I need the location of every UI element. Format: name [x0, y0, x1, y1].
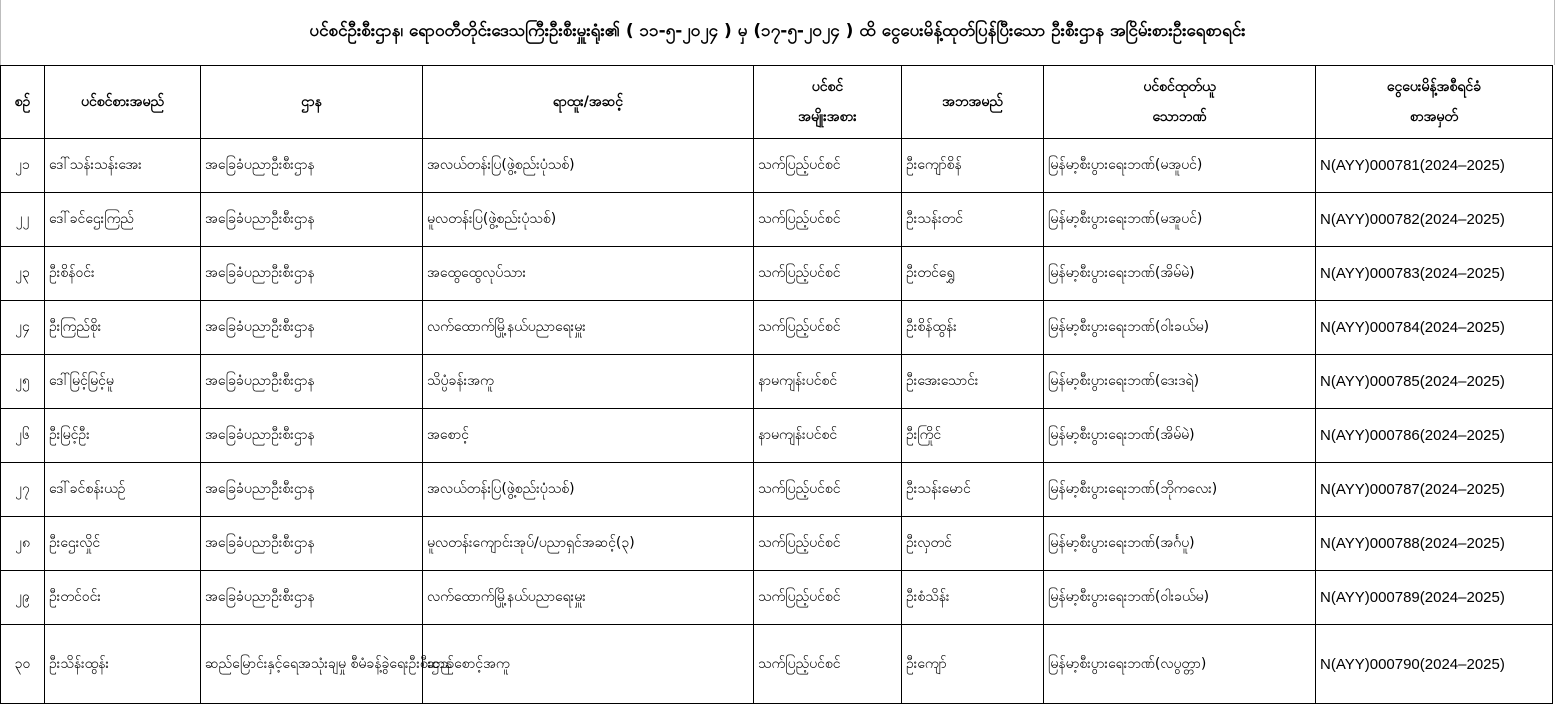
cell-rank: အလယ်တန်းပြ(ဖွဲ့စည်းပုံသစ်): [423, 463, 754, 517]
cell-rank: မူလတန်းပြ(ဖွဲ့စည်းပုံသစ်): [423, 193, 754, 247]
cell-name: ဦးသိန်းထွန်း: [45, 625, 201, 704]
cell-name: ဦးကြည်စိုး: [45, 301, 201, 355]
cell-rank: ဆည်စောင့်အကူ: [423, 625, 754, 704]
cell-dept: အခြေခံပညာဦးစီးဌာန: [201, 517, 423, 571]
table-row: [1, 571, 1553, 625]
cell-rank: အလယ်တန်းပြ(ဖွဲ့စည်းပုံသစ်): [423, 139, 754, 193]
cell-cert: N(AYY)000786(2024–2025): [1316, 409, 1553, 463]
cell-type: သက်ပြည့်ပင်စင်: [754, 571, 902, 625]
cell-dept: အခြေခံပညာဦးစီးဌာန: [201, 571, 423, 625]
cell-cert: N(AYY)000784(2024–2025): [1316, 301, 1553, 355]
table-row: [1, 625, 1553, 704]
cell-type: သက်ပြည့်ပင်စင်: [754, 193, 902, 247]
table-row: [1, 247, 1553, 301]
cell-no: ၃၀: [1, 625, 45, 704]
cell-father: ဦးကျော်: [902, 625, 1044, 704]
table-row: [1, 463, 1553, 517]
header-dept: ဌာန: [201, 66, 423, 139]
cell-father: ဦးလှတင်: [902, 517, 1044, 571]
cell-bank: မြန်မာ့စီးပွားရေးဘဏ်(လပွတ္တာ): [1044, 625, 1316, 704]
cell-type: နာမကျန်းပင်စင်: [754, 409, 902, 463]
cell-type: သက်ပြည့်ပင်စင်: [754, 139, 902, 193]
cell-bank: မြန်မာ့စီးပွားရေးဘဏ်(အိမ်မဲ): [1044, 247, 1316, 301]
cell-dept: အခြေခံပညာဦးစီးဌာန: [201, 193, 423, 247]
header-bank-line2: သောဘဏ်: [1152, 109, 1207, 125]
cell-father: ဦးသန်းတင်: [902, 193, 1044, 247]
cell-rank: မူလတန်းကျောင်းအုပ်/ပညာရှင်အဆင့်(၃): [423, 517, 754, 571]
cell-no: ၂၈: [1, 517, 45, 571]
cell-type: သက်ပြည့်ပင်စင်: [754, 625, 902, 704]
cell-bank: မြန်မာ့စီးပွားရေးဘဏ်(အိမ်မဲ): [1044, 409, 1316, 463]
cell-no: ၂၇: [1, 463, 45, 517]
table-row: [1, 517, 1553, 571]
cell-father: ဦးအေးသောင်း: [902, 355, 1044, 409]
cell-bank: မြန်မာ့စီးပွားရေးဘဏ်(ဘိုကလေး): [1044, 463, 1316, 517]
cell-type: သက်ပြည့်ပင်စင်: [754, 301, 902, 355]
header-father: အဘအမည်: [902, 66, 1044, 139]
cell-type: နာမကျန်းပင်စင်: [754, 355, 902, 409]
cell-father: ဦးစံသိန်း: [902, 571, 1044, 625]
cell-name: ဦးစိန်ဝင်း: [45, 247, 201, 301]
cell-cert: N(AYY)000783(2024–2025): [1316, 247, 1553, 301]
cell-name: ဒေါ်ခင်စန်းယဉ်: [45, 463, 201, 517]
cell-cert: N(AYY)000782(2024–2025): [1316, 193, 1553, 247]
table-row: [1, 409, 1553, 463]
cell-dept: အခြေခံပညာဦးစီးဌာန: [201, 301, 423, 355]
cell-name: ဦးဌေးလှိုင်: [45, 517, 201, 571]
cell-father: ဦးကြိုင်: [902, 409, 1044, 463]
cell-name: ဦးမြင့်ဦး: [45, 409, 201, 463]
cell-bank: မြန်မာ့စီးပွားရေးဘဏ်(ဒေးဒရဲ): [1044, 355, 1316, 409]
cell-rank: သိပ္ပံခန်းအကူ: [423, 355, 754, 409]
cell-type: သက်ပြည့်ပင်စင်: [754, 247, 902, 301]
cell-father: ဦးသန်းမောင်: [902, 463, 1044, 517]
cell-name: ဦးတင်ဝင်း: [45, 571, 201, 625]
header-cert: [1316, 66, 1553, 139]
cell-rank: လက်ထောက်မြို့နယ်ပညာရေးမှူး: [423, 571, 754, 625]
cell-cert: N(AYY)000787(2024–2025): [1316, 463, 1553, 517]
header-name: ပင်စင်စားအမည်: [45, 66, 201, 139]
cell-type: သက်ပြည့်ပင်စင်: [754, 517, 902, 571]
cell-rank: အစောင့်: [423, 409, 754, 463]
header-row: [1, 66, 1553, 139]
cell-name: ဒေါ်သန်းသန်းအေး: [45, 139, 201, 193]
table-row: [1, 139, 1553, 193]
cell-dept: အခြေခံပညာဦးစီးဌာန: [201, 139, 423, 193]
header-rank: ရာထူး/အဆင့်: [423, 66, 754, 139]
header-type: [754, 66, 902, 139]
cell-cert: N(AYY)000790(2024–2025): [1316, 625, 1553, 704]
cell-name: ဒေါ်ခင်ဌေးကြည်: [45, 193, 201, 247]
cell-no: ၂၂: [1, 193, 45, 247]
cell-no: ၂၄: [1, 301, 45, 355]
cell-father: ဦးတင်ရွှေ: [902, 247, 1044, 301]
header-type-line2: အမျိုးအစား: [798, 109, 857, 125]
cell-rank: လက်ထောက်မြို့နယ်ပညာရေးမှူး: [423, 301, 754, 355]
cell-no: ၂၉: [1, 571, 45, 625]
cell-dept: အခြေခံပညာဦးစီးဌာန: [201, 463, 423, 517]
cell-father: ဦးစိန်ထွန်း: [902, 301, 1044, 355]
cell-cert: N(AYY)000789(2024–2025): [1316, 571, 1553, 625]
cell-dept: ဆည်မြောင်းနှင့်ရေအသုံးချမှု စီမံခန့်ခွဲရေးဦးစီးဌာန: [201, 625, 423, 704]
document-title: ပင်စင်ဦးစီးဌာန၊ ရောဝတီတိုင်းဒေသကြီးဦးစီးမှူးရုံး၏ ( ၁၁-၅-၂၀၂၄ ) မှ (၁၇-၅-၂၀၂၄ ) ထိ ငွေပေးမိန့်ထုတ်ပြန်ပြီးသော ဦးစီးဌာန အငြိမ်းစားဦးရေစာရင်း: [0, 0, 1555, 65]
cell-type: သက်ပြည့်ပင်စင်: [754, 463, 902, 517]
header-type-line1: ပင်စင်: [811, 79, 844, 95]
header-cert-line2: စာအမှတ်: [1409, 109, 1459, 125]
cell-dept: အခြေခံပညာဦးစီးဌာန: [201, 355, 423, 409]
cell-name: ဒေါ်မြင့်မြင့်မူ: [45, 355, 201, 409]
header-bank-line1: ပင်စင်ထုတ်ယူ: [1143, 79, 1216, 95]
table-row: [1, 193, 1553, 247]
cell-no: ၂၃: [1, 247, 45, 301]
cell-father: ဦးကျော်စိန်: [902, 139, 1044, 193]
cell-bank: မြန်မာ့စီးပွားရေးဘဏ်(ဝါးခယ်မ): [1044, 571, 1316, 625]
cell-bank: မြန်မာ့စီးပွားရေးဘဏ်(အင်္ဂပူ): [1044, 517, 1316, 571]
cell-no: ၂၁: [1, 139, 45, 193]
cell-cert: N(AYY)000781(2024–2025): [1316, 139, 1553, 193]
header-cert-line1: ငွေပေးမိန့်အစီရင်ခံ: [1386, 79, 1482, 95]
pension-table: [0, 65, 1553, 704]
cell-dept: အခြေခံပညာဦးစီးဌာန: [201, 409, 423, 463]
cell-no: ၂၅: [1, 355, 45, 409]
header-bank: [1044, 66, 1316, 139]
cell-rank: အထွေထွေလုပ်သား: [423, 247, 754, 301]
cell-bank: မြန်မာ့စီးပွားရေးဘဏ်(မအူပင်): [1044, 193, 1316, 247]
header-no: စဉ်: [1, 66, 45, 139]
cell-cert: N(AYY)000785(2024–2025): [1316, 355, 1553, 409]
table-row: [1, 355, 1553, 409]
cell-no: ၂၆: [1, 409, 45, 463]
cell-bank: မြန်မာ့စီးပွားရေးဘဏ်(မအူပင်): [1044, 139, 1316, 193]
cell-cert: N(AYY)000788(2024–2025): [1316, 517, 1553, 571]
cell-dept: အခြေခံပညာဦးစီးဌာန: [201, 247, 423, 301]
table-row: [1, 301, 1553, 355]
cell-bank: မြန်မာ့စီးပွားရေးဘဏ်(ဝါးခယ်မ): [1044, 301, 1316, 355]
